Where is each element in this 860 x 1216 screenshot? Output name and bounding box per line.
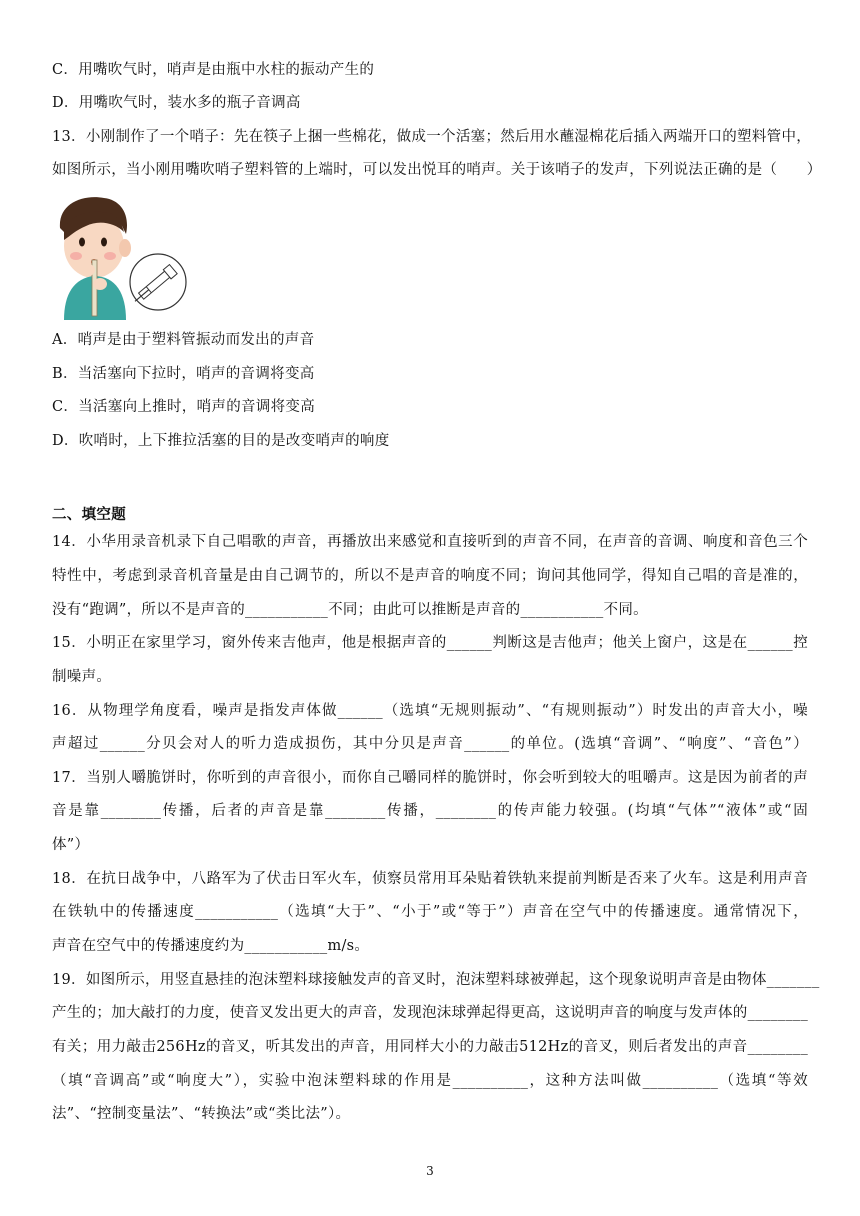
option-c-q13: C．当活塞向上推时，哨声的音调将变高 xyxy=(52,399,315,415)
question-19-line-1: 19．如图所示，用竖直悬挂的泡沫塑料球接触发声的音叉时，泡沫塑料球被弹起，这个现象说明声音是由物体_______ xyxy=(52,972,820,988)
question-19-line-4: （填“音调高”或“响度大”），实验中泡沫塑料球的作用是__________，这种方法叫做__________（选填“等效 xyxy=(52,1073,808,1089)
question-15-line-2: 制噪声。 xyxy=(52,669,112,685)
section-heading-fill-in: 二、填空题 xyxy=(52,506,126,523)
boy-whistle-illustration xyxy=(52,190,192,320)
question-13-line-1: 13．小刚制作了一个哨子：先在筷子上捆一些棉花，做成一个活塞；然后用水蘸湿棉花后插入两端开口的塑料管中， xyxy=(52,129,812,145)
question-13-line-2: 如图所示，当小刚用嘴吹哨子塑料管的上端时，可以发出悦耳的哨声。关于该哨子的发声，下列说法正确的是（ ） xyxy=(52,162,822,178)
option-d-q12: D．用嘴吹气时，装水多的瓶子音调高 xyxy=(52,95,301,111)
question-18-line-1: 18．在抗日战争中，八路军为了伏击日军火车，侦察员常用耳朵贴着铁轨来提前判断是否来了火车。这是利用声音 xyxy=(52,871,808,887)
question-14-line-1: 14．小华用录音机录下自己唱歌的声音，再播放出来感觉和直接听到的声音不同，在声音的音调、响度和音色三个 xyxy=(52,534,808,550)
question-16-line-1: 16．从物理学角度看，噪声是指发声体做______（选填“无规则振动”、“有规则振动”）时发出的声音大小，噪 xyxy=(52,703,808,719)
question-19-line-2: 产生的；加大敲打的力度，使音叉发出更大的声音，发现泡沫球弹起得更高，这说明声音的响度与发声体的________ xyxy=(52,1005,808,1021)
question-19-line-3: 有关；用力敲击256Hz的音叉，听其发出的声音，用同样大小的力敲击512Hz的音叉，则后者发出的声音________ xyxy=(52,1039,808,1055)
question-17-line-2: 音是靠________传播，后者的声音是靠________传播，________的传声能力较强。(均填“气体”“液体”或“固 xyxy=(52,803,808,819)
question-19-line-5: 法”、“控制变量法”、“转换法”或“类比法”）。 xyxy=(52,1106,351,1122)
question-18-line-3: 声音在空气中的传播速度约为___________m/s。 xyxy=(52,938,370,954)
question-17-line-3: 体”） xyxy=(52,837,90,853)
option-a-q13: A．哨声是由于塑料管振动而发出的声音 xyxy=(52,332,315,348)
question-15-line-1: 15．小明正在家里学习，窗外传来吉他声，他是根据声音的______判断这是吉他声；他关上窗户，这是在______控 xyxy=(52,635,808,651)
option-c-q12: C．用嘴吹气时，哨声是由瓶中水柱的振动产生的 xyxy=(52,62,375,78)
option-b-q13: B．当活塞向下拉时，哨声的音调将变高 xyxy=(52,366,315,382)
question-14-line-2: 特性中，考虑到录音机音量是由自己调节的，所以不是声音的响度不同；询问其他同学，得知自己唱的音是准的， xyxy=(52,568,808,584)
question-16-line-2: 声超过______分贝会对人的听力造成损伤，其中分贝是声音______的单位。(选填“音调”、“响度”、“音色”） xyxy=(52,736,808,752)
page-number: 3 xyxy=(426,1164,434,1178)
question-18-line-2: 在铁轨中的传播速度___________（选填“大于”、“小于”或“等于”）声音在空气中的传播速度。通常情况下， xyxy=(52,904,808,920)
option-d-q13: D．吹哨时，上下推拉活塞的目的是改变哨声的响度 xyxy=(52,433,390,449)
question-14-line-3: 没有“跑调”，所以不是声音的___________不同；由此可以推断是声音的___________不同。 xyxy=(52,602,648,618)
question-17-line-1: 17．当别人嚼脆饼时，你听到的声音很小，而你自己嚼同样的脆饼时，你会听到较大的咀嚼声。这是因为前者的声 xyxy=(52,770,808,786)
